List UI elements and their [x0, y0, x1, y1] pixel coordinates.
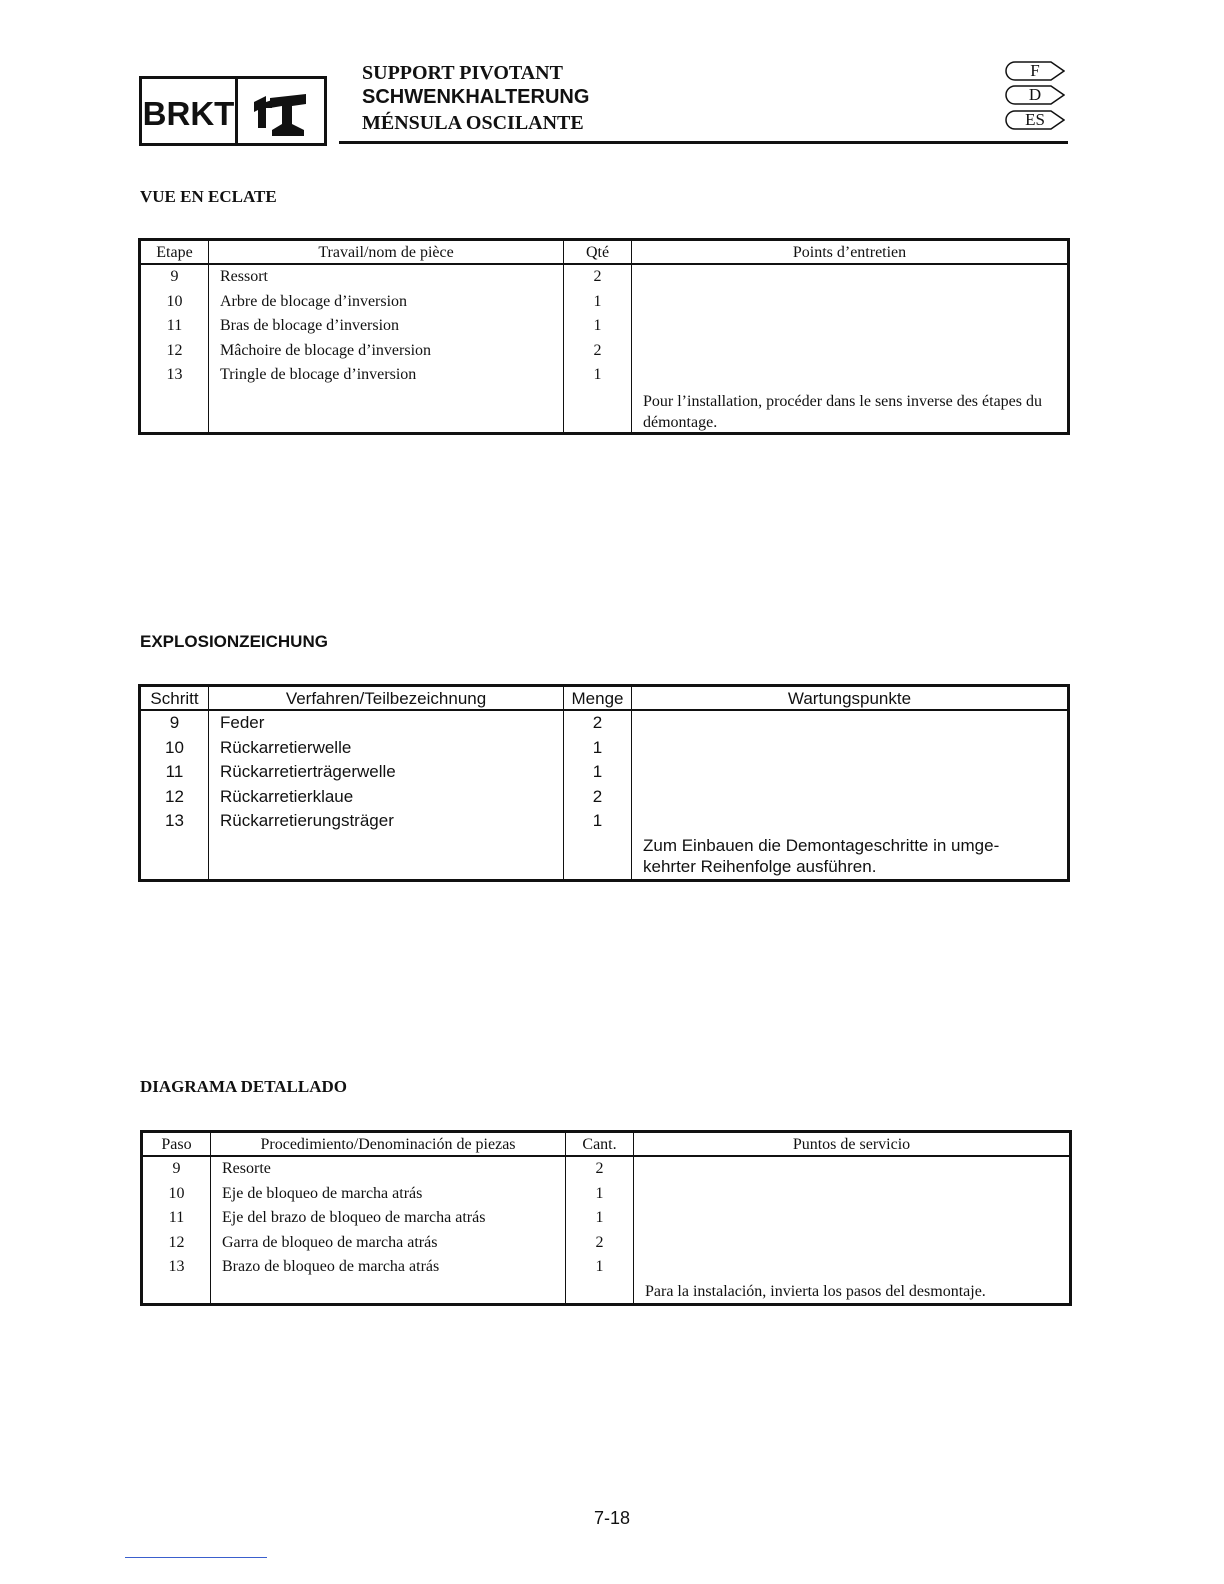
col-step: Paso [143, 1133, 211, 1155]
installation-note: Para la instalación, invierta los pasos del desmontaje. [645, 1283, 986, 1300]
part-name-cell: Eje de bloqueo de marcha atrás [222, 1184, 423, 1202]
col-qty: Qté [564, 241, 632, 263]
part-name-cell: Brazo de bloqueo de marcha atrás [222, 1258, 440, 1276]
part-name-cell: Bras de blocage d’inversion [220, 317, 400, 335]
col-part-name: Travail/nom de pièce [209, 241, 564, 263]
chapter-code: BRKT [142, 79, 238, 143]
step-cell: 13 [168, 1258, 185, 1276]
parts-table-fr [138, 238, 1070, 435]
section-title-es: DIAGRAMA DETALLADO [140, 1077, 348, 1096]
qty-cell: 1 [593, 366, 602, 384]
step-cell: 11 [166, 317, 183, 335]
footer-rule [125, 1557, 267, 1558]
part-name-cell: Ressort [220, 268, 268, 285]
step-cell: 9 [170, 268, 179, 285]
step-cell: 10 [168, 1184, 185, 1202]
qty-cell: 2 [593, 268, 602, 285]
col-service-points: Points d’entretien [792, 244, 907, 261]
installation-note: Zum Einbauen die Demontageschritte in umge-kehrter Reihenfolge ausführen. [643, 836, 1000, 876]
part-name-cell: Feder [220, 713, 265, 732]
table-header [141, 687, 1067, 711]
step-cell: 10 [165, 737, 184, 757]
parts-table-de [138, 684, 1070, 882]
step-cell: 12 [166, 341, 183, 359]
step-cell: 13 [165, 811, 184, 831]
qty-cell: 2 [595, 1233, 604, 1251]
part-name-cell: Rückarretierwelle [220, 737, 352, 757]
step-cell: 11 [168, 1209, 185, 1227]
part-name-cell: Rückarretierträgerwelle [220, 762, 396, 782]
part-name-cell: Arbre de blocage d’inversion [220, 292, 408, 310]
step-cell: 11 [165, 762, 184, 782]
step-cell: 9 [169, 713, 180, 732]
lang-badge-f [1005, 61, 1065, 81]
qty-cell: 1 [593, 292, 602, 310]
section-title-de: EXPLOSIONZEICHUNG [140, 632, 328, 651]
qty-cell: 1 [592, 737, 603, 757]
part-name-cell: Mâchoire de blocage d’inversion [220, 341, 432, 359]
part-name-cell: Tringle de blocage d’inversion [220, 366, 417, 384]
title-fr: SUPPORT PIVOTANT [362, 62, 563, 84]
col-service-points: Puntos de servicio [792, 1136, 911, 1153]
table-header [143, 1133, 1069, 1157]
header-rule [339, 141, 1068, 144]
page-number: 7-18 [593, 1508, 631, 1528]
qty-cell: 2 [592, 713, 603, 732]
step-cell: 10 [166, 292, 183, 310]
part-name-cell: Resorte [222, 1160, 271, 1177]
lang-label-d: D [1028, 85, 1042, 104]
part-name-cell: Rückarretierklaue [220, 786, 354, 806]
col-qty: Menge [564, 687, 632, 709]
col-part-name: Procedimiento/Denominación de piezas [211, 1133, 566, 1155]
col-step: Schritt [141, 687, 209, 709]
installation-note: Pour l’installation, procéder dans le sens inverse des étapes du démontage. [643, 393, 1042, 431]
part-name-cell: Garra de bloqueo de marcha atrás [222, 1233, 438, 1251]
part-name-cell: Eje del brazo de bloqueo de marcha atrás [222, 1209, 486, 1227]
part-name-cell: Rückarretierungsträger [220, 811, 394, 831]
lang-badge-es [1005, 110, 1065, 130]
bracket-tool-icon [238, 79, 324, 143]
qty-cell: 2 [593, 341, 602, 359]
title-de: SCHWENKHALTERUNG [362, 86, 590, 108]
parts-table-es [140, 1130, 1072, 1306]
lang-label-es: ES [1025, 110, 1045, 129]
qty-cell: 1 [592, 811, 603, 831]
lang-label-f: F [1030, 61, 1040, 80]
step-cell: 9 [172, 1160, 181, 1177]
col-step: Etape [141, 241, 209, 263]
step-cell: 12 [165, 786, 184, 806]
qty-cell: 1 [595, 1184, 604, 1202]
qty-cell: 2 [592, 786, 603, 806]
chapter-logo [139, 76, 327, 146]
col-part-name: Verfahren/Teilbezeichnung [209, 687, 564, 709]
section-title-fr: VUE EN ECLATE [140, 187, 277, 206]
step-cell: 13 [166, 366, 183, 384]
col-qty: Cant. [566, 1133, 634, 1155]
qty-cell: 1 [595, 1258, 604, 1276]
title-es: MÉNSULA OSCILANTE [362, 112, 584, 134]
qty-cell: 2 [595, 1160, 604, 1177]
qty-cell: 1 [593, 317, 602, 335]
step-cell: 12 [168, 1233, 185, 1251]
lang-badge-d [1005, 85, 1065, 105]
qty-cell: 1 [592, 762, 603, 782]
table-header [141, 241, 1067, 265]
qty-cell: 1 [595, 1209, 604, 1227]
col-service-points: Wartungspunkte [787, 689, 912, 708]
